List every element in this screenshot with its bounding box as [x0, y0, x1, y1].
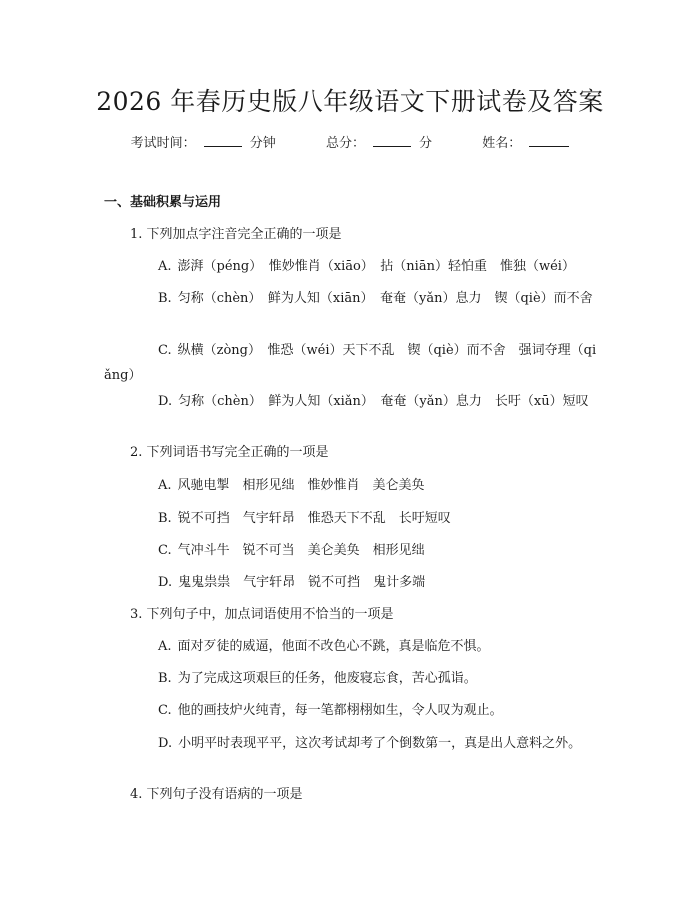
option-item	[104, 666, 600, 691]
option-letter: C.	[158, 543, 172, 558]
score-label: 总分：	[325, 136, 365, 151]
option-letter: B.	[158, 671, 172, 686]
option-item	[104, 473, 600, 498]
option-letter: D.	[158, 736, 173, 751]
time-label: 考试时间：	[130, 136, 196, 151]
option-letter: A.	[158, 259, 172, 274]
option-item	[104, 254, 600, 279]
option-text: 风驰电掣 相形见绌 惟妙惟肖 美仑美奂	[177, 478, 425, 493]
option-text: 气冲斗牛 锐不可当 美仑美奂 相形见绌	[177, 543, 425, 558]
option-item	[104, 698, 600, 723]
option-item	[104, 538, 600, 563]
option-text: 他的画技炉火纯青，每一笔都栩栩如生，令人叹为观止。	[177, 703, 503, 718]
option-letter: D.	[158, 575, 173, 590]
name-label: 姓名：	[482, 136, 522, 151]
option-item	[104, 389, 600, 414]
option-text: 面对歹徒的威逼，他面不改色心不跳，真是临危不惧。	[177, 639, 490, 654]
option-text: 匀称（chèn） 鲜为人知（xiān） 奄奄（yǎn）息力 锲（qiè）而不舍	[177, 291, 593, 306]
option-letter: B.	[158, 291, 172, 306]
option-item	[104, 634, 600, 659]
option-letter: C.	[158, 343, 172, 358]
option-text: 为了完成这项艰巨的任务，他废寝忘食，苦心孤诣。	[177, 671, 477, 686]
option-letter: D.	[158, 394, 173, 409]
time-blank	[204, 132, 242, 147]
score-unit: 分	[419, 136, 433, 151]
section-heading: 一、基础积累与运用	[104, 195, 222, 210]
question-stem: 1. 下列加点字注音完全正确的一项是	[130, 227, 342, 242]
option-text: 纵横（zòng） 惟恐（wéi）天下不乱 锲（qiè）而不舍 强词夺理（qiǎng）	[104, 343, 597, 383]
page-title: 2026 年春历史版八年级语文下册试卷及答案	[96, 87, 604, 116]
option-letter: A.	[158, 639, 172, 654]
option-text: 小明平时表现平平，这次考试却考了个倒数第一，真是出人意料之外。	[178, 736, 582, 751]
option-text: 鬼鬼祟祟 气宇轩昂 锐不可挡 鬼计多端	[178, 575, 426, 590]
option-text: 澎湃（péng） 惟妙惟肖（xiāo） 拈（niān）轻怕重 惟独（wéi）	[177, 259, 575, 274]
question-stem: 3. 下列句子中，加点词语使用不恰当的一项是	[130, 607, 394, 622]
option-item	[104, 506, 600, 531]
score-blank	[373, 132, 411, 147]
option-item	[104, 731, 600, 756]
question-stem: 4. 下列句子没有语病的一项是	[130, 787, 303, 802]
option-text: 锐不可挡 气宇轩昂 惟恐天下不乱 长吁短叹	[177, 511, 451, 526]
question-stem: 2. 下列词语书写完全正确的一项是	[130, 445, 329, 460]
exam-info-line	[0, 132, 700, 151]
time-unit: 分钟	[249, 136, 276, 151]
option-item	[104, 286, 600, 311]
option-letter: C.	[158, 703, 172, 718]
name-blank	[529, 132, 569, 147]
option-item	[104, 338, 600, 388]
option-text: 匀称（chèn） 鲜为人知（xiǎn） 奄奄（yǎn）息力 长吁（xū）短叹	[178, 394, 589, 409]
option-letter: A.	[158, 478, 172, 493]
option-letter: B.	[158, 511, 172, 526]
option-item	[104, 570, 600, 595]
